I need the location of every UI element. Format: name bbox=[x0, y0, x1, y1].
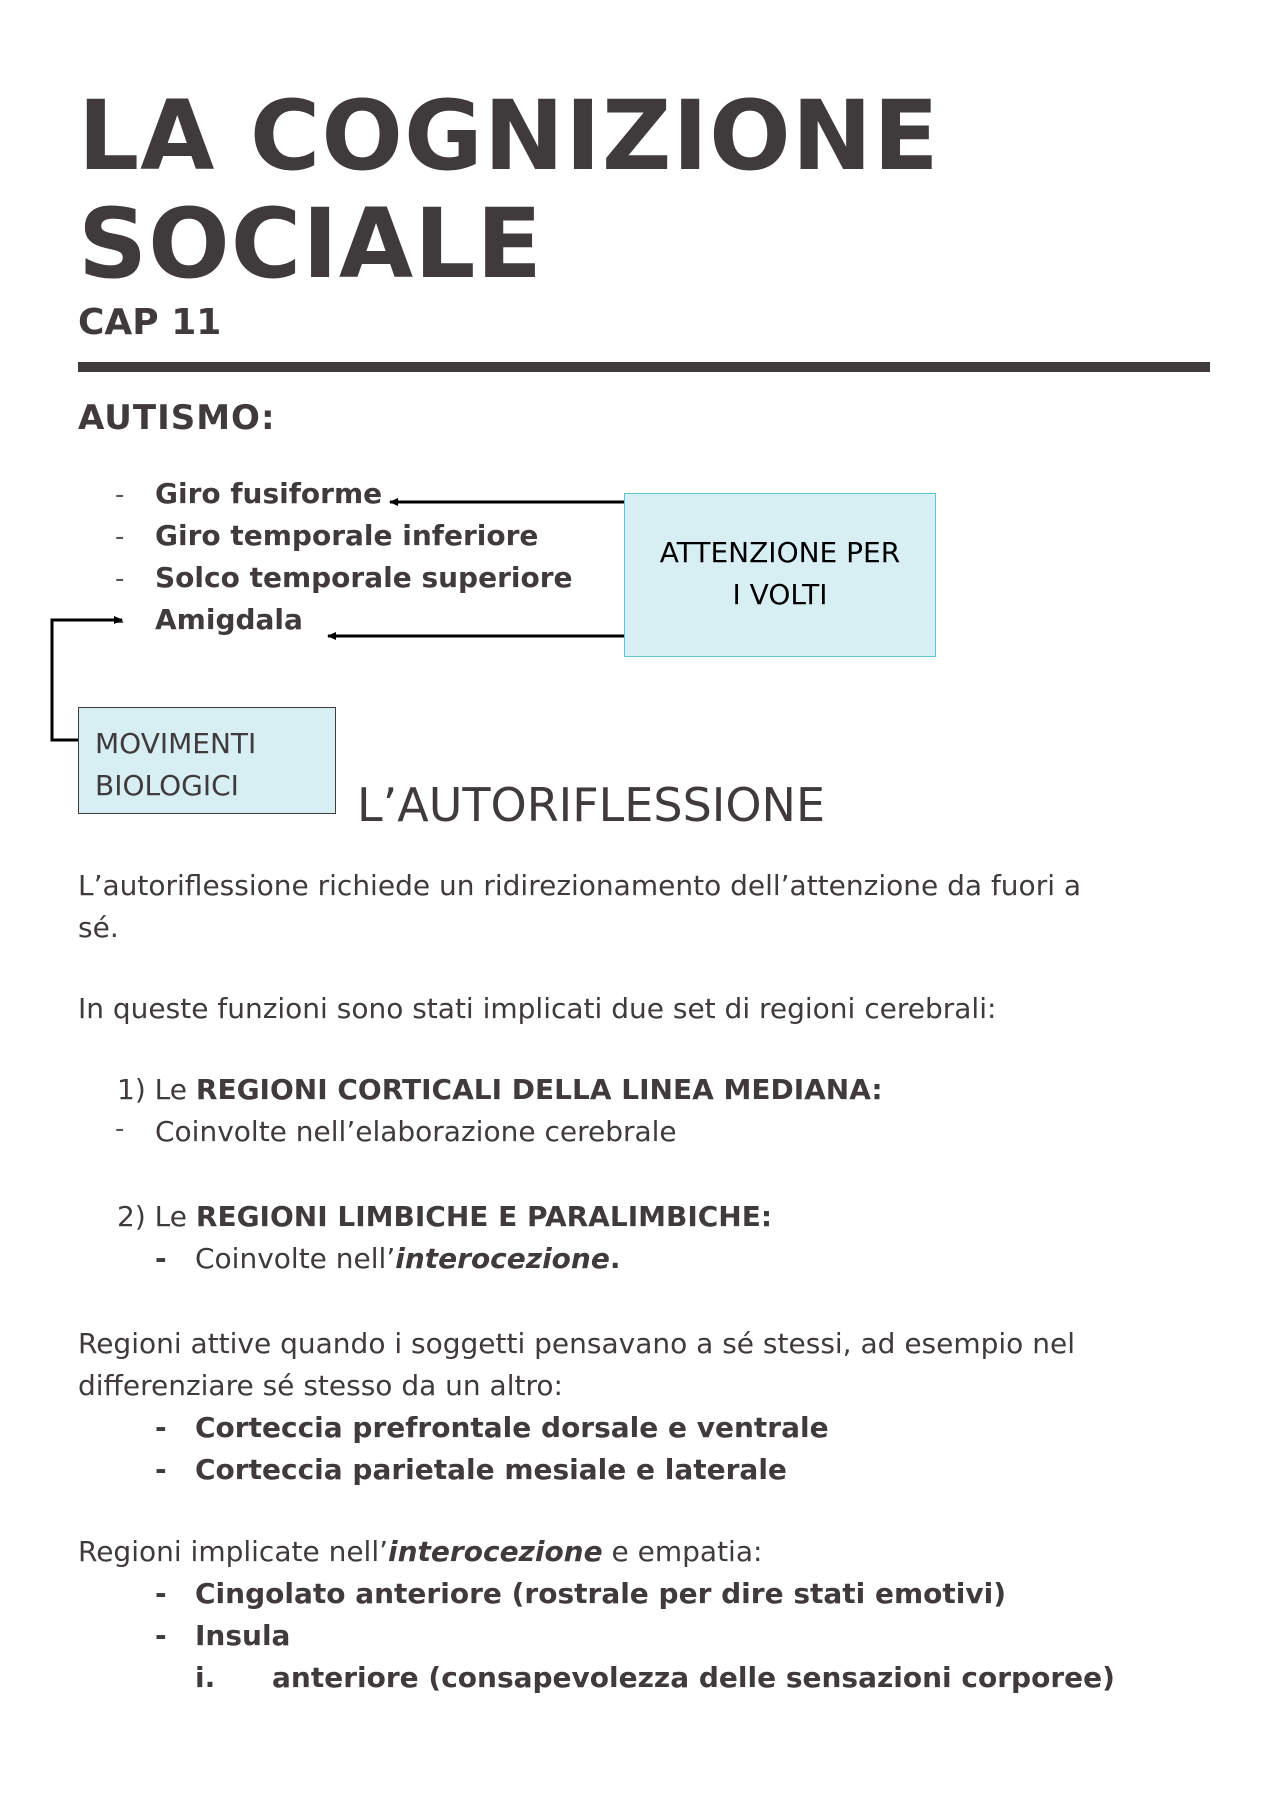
movement-box-line-1: MOVIMENTI bbox=[95, 727, 257, 760]
intro-line-2: sé. bbox=[78, 911, 119, 944]
list-dash: - bbox=[115, 480, 125, 510]
list-dash: - bbox=[155, 1619, 167, 1652]
list-item-solco-temporale: Solco temporale superiore bbox=[155, 561, 573, 594]
set-1-heading bbox=[117, 1069, 883, 1111]
list-dash: - bbox=[155, 1242, 167, 1275]
set-1-title: REGIONI CORTICALI DELLA LINEA MEDIANA: bbox=[195, 1073, 883, 1106]
movement-box-line-2: BIOLOGICI bbox=[95, 769, 239, 802]
list-dash: - bbox=[155, 1453, 167, 1486]
arrow-movement-to-amigdala bbox=[52, 620, 122, 740]
title-line-1: LA COGNIZIONE bbox=[78, 80, 940, 192]
list-item-giro-fusiforme: Giro fusiforme bbox=[155, 477, 383, 510]
sets-intro: In queste funzioni sono stati implicati due set di regioni cerebrali: bbox=[78, 992, 997, 1025]
interoception-prefix: Regioni implicate nell’ bbox=[78, 1535, 389, 1568]
interoception-subitem-anterior: anteriore (consapevolezza delle sensazioni corporee) bbox=[272, 1661, 1115, 1694]
intro-line-1: L’autoriflessione richiede un ridirezionamento dell’attenzione da fuori a bbox=[78, 869, 1082, 902]
interoception-intro bbox=[78, 1531, 762, 1573]
set-2-desc-suffix: . bbox=[609, 1242, 621, 1275]
sub-item-marker: i. bbox=[195, 1661, 216, 1694]
interoception-item-cingulate: Cingolato anteriore (rostrale per dire stati emotivi) bbox=[195, 1577, 1007, 1610]
active-regions-line-1: Regioni attive quando i soggetti pensavano a sé stessi, ad esempio nel bbox=[78, 1327, 1075, 1360]
set-2-description bbox=[195, 1238, 620, 1280]
interoception-suffix: e empatia: bbox=[602, 1535, 763, 1568]
list-dash: - bbox=[115, 1114, 125, 1144]
active-regions-line-2: differenziare sé stesso da un altro: bbox=[78, 1369, 563, 1402]
list-item-amigdala: Amigdala bbox=[155, 603, 303, 636]
list-dash: - bbox=[115, 564, 125, 594]
set-2-title: REGIONI LIMBICHE E PARALIMBICHE: bbox=[195, 1200, 773, 1233]
chapter-subtitle: CAP 11 bbox=[78, 302, 222, 343]
attention-box-line-1: ATTENZIONE PER bbox=[659, 536, 901, 569]
set-2-heading bbox=[117, 1196, 772, 1238]
set-2-prefix: Le bbox=[154, 1200, 196, 1233]
set-2-desc-italic: interocezione bbox=[395, 1242, 610, 1275]
active-item-parietal: Corteccia parietale mesiale e laterale bbox=[195, 1453, 787, 1486]
interoception-item-insula: Insula bbox=[195, 1619, 291, 1652]
set-2-number: 2) bbox=[117, 1200, 146, 1233]
list-item-giro-temporale: Giro temporale inferiore bbox=[155, 519, 539, 552]
active-item-prefrontal: Corteccia prefrontale dorsale e ventrale bbox=[195, 1411, 829, 1444]
set-1-prefix: Le bbox=[154, 1073, 196, 1106]
list-dash: - bbox=[155, 1577, 167, 1610]
autismo-heading: AUTISMO: bbox=[78, 398, 276, 438]
set-2-desc-prefix: Coinvolte nell’ bbox=[195, 1242, 396, 1275]
set-1-number: 1) bbox=[117, 1073, 146, 1106]
autoriflessione-heading: L’AUTORIFLESSIONE bbox=[357, 778, 826, 832]
interoception-italic: interocezione bbox=[388, 1535, 603, 1568]
attention-box-line-2: I VOLTI bbox=[732, 578, 828, 611]
title-line-2: SOCIALE bbox=[78, 188, 543, 300]
list-dash: - bbox=[155, 1411, 167, 1444]
list-dash: - bbox=[115, 606, 125, 636]
set-1-description: Coinvolte nell’elaborazione cerebrale bbox=[155, 1115, 677, 1148]
list-dash: - bbox=[115, 522, 125, 552]
